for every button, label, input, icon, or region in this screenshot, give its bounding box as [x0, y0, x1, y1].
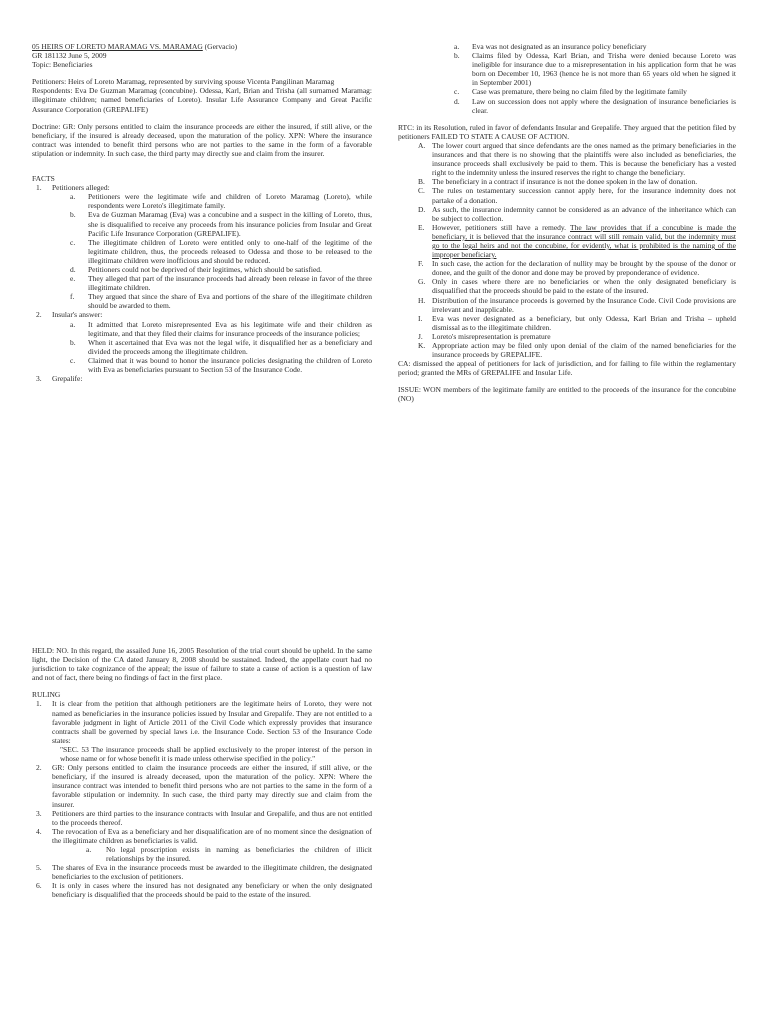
facts-subitem-marker: e. [70, 274, 76, 284]
topic: Topic: Beneficiaries [32, 60, 93, 70]
grepalife-point-text: Eva was not designated as an insurance policy beneficiary [472, 42, 647, 51]
facts-subitem [32, 320, 372, 338]
facts-item-number: 2. [36, 310, 42, 320]
rtc-list-continued [398, 259, 736, 359]
ruling-item-4: 4. The revocation of Eva as a beneficiary and her disqualification are of no moment since the designation of the illegitimate children as beneficiaries is valid. [36, 826, 372, 845]
rtc-item-marker: B. [418, 177, 425, 187]
facts-subitem-text: Petitioners could not be deprived of their legitimes, which should be satisfied. [88, 264, 322, 274]
facts-subitem [32, 292, 372, 310]
facts-subitem-text: Claimed that it was bound to honor the insurance policies designating the children of Loreto with Eva as beneficiaries pursuant to Section 53 of the Insurance Code. [88, 355, 372, 374]
facts-subitem-marker: c. [70, 237, 76, 247]
case-author: (Gervacio) [202, 42, 238, 51]
rtc-item [398, 186, 736, 204]
facts-item [32, 374, 372, 383]
facts-item [32, 183, 372, 192]
rtc-item [398, 177, 736, 186]
rtc-item-marker: J. [418, 331, 423, 341]
ca-ruling: CA: dismissed the appeal of petitioners for lack of jurisdiction, and for failing to file within the reglamentary period; granted the MRs of GREPALIFE and Insular Life. [398, 359, 736, 378]
grepalife-point-text: Case was premature, there being no claim filed by the legitimate family [472, 87, 687, 97]
facts-subitem-text: They argued that since the share of Eva and portions of the share of the illegitimate children should be awarded to them. [88, 292, 372, 311]
rtc-item-marker: D. [418, 204, 426, 214]
rtc-item [398, 341, 736, 359]
facts-subitem-text: Petitioners were the legitimate wife and children of Loreto Maramag (Loreto), while respondents were Loreto's illegitimate family. [88, 192, 372, 211]
rtc-item-marker: A. [418, 140, 426, 150]
ruling-item-5: 5. The shares of Eva in the insurance proceeds must be awarded to the illegitimate children, the designated beneficiaries to the exclusion of petitioners. [36, 863, 372, 882]
rtc-item [398, 277, 736, 295]
facts-item-label: Petitioners alleged: [52, 183, 110, 193]
facts-subitem-text: Eva de Guzman Maramag (Eva) was a concubine and a suspect in the killing of Loreto, thus, she is disqualified to receive any proceeds from his insurance policies from Insular and Great Pacific Life Insurance Corporation (GREPALIFE). [88, 210, 372, 238]
rtc-item-marker: I. [418, 313, 423, 323]
rtc-item-text: As such, the insurance indemnity cannot be considered as an advance of the inheritance which can be subject to collection. [432, 204, 736, 223]
facts-subitem-text: The illegitimate children of Loreto were entitled only to one-half of the legitime of the legitimate children, thus, the proceeds released to Odessa and those to be released to the illegitimate children were inofficious and should be reduced. [88, 237, 372, 265]
rtc-item-text: The rules on testamentary succession cannot apply here, for the insurance indemnity does not partake of a donation. [432, 186, 736, 205]
facts-subitem-text: It admitted that Loreto misrepresented Eva as his legitimate wife and their children as legitimate, and that they filed their claims for insurance proceeds of the insurance policies; [88, 319, 372, 338]
facts-subitem [32, 238, 372, 265]
facts-subitem-marker: b. [70, 210, 76, 220]
rtc-item [398, 141, 736, 177]
rtc-item [398, 259, 736, 277]
facts-list [32, 183, 372, 383]
facts-subitem-marker: f. [70, 292, 75, 302]
section-53-quote: "SEC. 53 The insurance proceeds shall be applied exclusively to the proper interest of the person in whose name or for whose benefit it is made unless otherwise specified in the policy." [60, 744, 372, 764]
held: HELD: NO. In this regard, the assailed June 16, 2005 Resolution of the trial court should be upheld. In the same light, the Decision of the CA dated January 8, 2008 should be sustained. Indeed, the appellate court had no jurisdiction to take cognizance of the appeal; the issue of failure to state a cause of action is a question of law and not of fact, there being no findings of fact in the first place. [32, 646, 372, 683]
facts-item-number: 1. [36, 183, 42, 193]
ruling-item-2: 2. GR: Only persons entitled to claim the insurance proceeds are either the insured, if still alive, or the beneficiary, if the insured is already deceased, upon the maturation of the policy. XPN: Where the insurance contract was intended to benefit third persons who are not parties to the same in the form of a favorable stipulation or indemnity. In such case, the third party may directly sue and claim from the insurer. [36, 763, 372, 809]
facts-subitem [32, 338, 372, 356]
grepalife-point-marker: c. [454, 87, 460, 97]
facts-subitem-marker: d. [70, 264, 76, 274]
facts-subitem-text: They alleged that part of the insurance proceeds had already been release in favor of the three illegitimate children. [88, 274, 372, 293]
rtc-item [398, 332, 736, 341]
grepalife-point-marker: d. [454, 96, 460, 106]
facts-subitem-marker: c. [70, 355, 76, 365]
rtc-item [398, 296, 736, 314]
facts-subitem [32, 265, 372, 274]
ruling-item-1: 1. It is clear from the petition that although petitioners are the legitimate heirs of Loreto, they were not named as beneficiaries in the insurance policies issued by Insular and Grepalife. They are not entitled to a favorable judgment in light of Article 2011 of the Civil Code which expressly provides that insurance contracts shall be governed by special laws i.e. the Insurance Code. Section 53 of the Insurance Code states: [36, 699, 372, 745]
facts-subitem-text: When it ascertained that Eva was not the legal wife, it disqualified her as a beneficiary and divided the proceeds among the illegitimate children. [88, 337, 372, 356]
rtc-item-marker: F. [418, 259, 424, 269]
rtc-list [398, 141, 736, 223]
facts-subitem [32, 274, 372, 292]
case-title: 05 HEIRS OF LORETO MARAMAG VS. MARAMAG [32, 42, 203, 51]
rtc-item [398, 314, 736, 332]
facts-subitem [32, 356, 372, 374]
issue: ISSUE: WON members of the legitimate family are entitled to the proceeds of the insurance for the concubine (NO) [398, 385, 736, 404]
rtc-item-text: In such case, the action for the declaration of nullity may be brought by the spouse of the donor or donee, and the guilt of the donor and done may be proved by preponderance of evidence. [432, 259, 736, 278]
rtc-item-marker: K. [418, 341, 426, 350]
ruling-item-3: 3. Petitioners are third parties to the insurance contracts with Insular and Grepalife, and thus are not entitled to the proceeds thereof. [36, 808, 372, 827]
rtc-item-e [398, 223, 736, 259]
facts-subitem-marker: a. [70, 192, 76, 202]
rtc-item-marker: C. [418, 186, 425, 196]
facts-subitem-marker: a. [70, 319, 76, 329]
ruling-item-6: 6. It is only in cases where the insured has not designated any beneficiary or when the only designated beneficiary is disqualified that the proceeds should be paid to the estate of the insured. [36, 881, 372, 900]
gr-number: GR 181132 June 5, 2009 [32, 51, 107, 61]
rtc-intro: RTC: in its Resolution, ruled in favor of defendants Insular and Grepalife. They argued that the petition filed by petitioners FAILED TO STATE A CAUSE OF ACTION. [398, 122, 736, 141]
facts-item [32, 310, 372, 319]
facts-subitem-marker: b. [70, 337, 76, 347]
ruling-item-4a: a. No legal proscription exists in naming as beneficiaries the children of illicit relationships by the insured. [86, 844, 372, 864]
grepalife-point-marker: b. [454, 51, 460, 61]
rtc-item-e-marker: E. [418, 222, 425, 232]
rtc-item-marker: H. [418, 295, 426, 305]
facts-heading: FACTS [32, 174, 55, 184]
petitioners: Petitioners: Heirs of Loreto Maramag, represented by surviving spouse Vicenta Pangilinan Maramag [32, 77, 335, 87]
facts-item-label: Grepalife: [52, 374, 83, 384]
right-column [398, 42, 736, 404]
rtc-item-text: The lower court argued that since defendants are the ones named as the primary beneficiaries in the insurances and that there is no showing that the plaintiffs were also included as beneficiaries, the insurance proceeds shall exclusively be paid to them. This is because the beneficiary has a vested right to the indemnity unless the insured reserves the right to change the beneficiary. [432, 140, 736, 178]
ruling-heading: RULING [32, 690, 61, 700]
respondents: Respondents: Eva De Guzman Maramag (concubine). Odessa, Karl, Brian and Trisha (all surnamed Maramag: illegitimate children; named beneficiaries of Loreto). Insular Life Assurance Company and Great Pacific Assurance Corporation (GREPALIFE) [32, 86, 372, 114]
doctrine: Doctrine: GR: Only persons entitled to claim the insurance proceeds are either the insured, if still alive, or the beneficiary, if the insured is already deceased, upon the maturation of the policy. XPN: Where the insurance contract was intended to benefit third persons who are not parties to the same in the form of a favorable stipulation or indemnity. In such case, the third party may directly sue and claim from the insurer. [32, 121, 372, 158]
rtc-item-text: Eva was never designated as a beneficiary, but only Odessa, Karl Brian and Trisha – upheld dismissal as to the illegitimate children. [432, 313, 736, 332]
grepalife-point-text: Claims filed by Odessa, Karl Brian, and Trisha were denied because Loreto was ineligible for insurance due to a misrepresentation in his application form that he was born on December 10, 1963 (hence he is not more than 65 years old when he signed it in September 2001) [472, 51, 736, 88]
rtc-item-text: Loreto's misrepresentation is premature [432, 331, 551, 341]
facts-subitem [32, 192, 372, 210]
grepalife-point [398, 97, 736, 115]
facts-item-number: 3. [36, 374, 42, 384]
rtc-item [398, 205, 736, 223]
grepalife-list [398, 42, 736, 115]
rtc-item-text: Only in cases where there are no beneficiaries or when the only designated beneficiary is disqualified that the proceeds should be paid to the estate of the insured. [432, 277, 736, 296]
grepalife-point [398, 87, 736, 96]
rtc-item-e-underlined: The law provides that if a concubine is made the beneficiary, it is believed that the insurance contract will still remain valid, but the indemnity must go to the legal heirs and not the concubine, for evidently, what is prohibited is the naming of the improper beneficiary. [432, 222, 737, 260]
left-column-bottom [32, 646, 372, 900]
facts-item-label: Insular's answer: [52, 310, 103, 320]
case-title-line [32, 42, 372, 51]
rtc-item-text: The beneficiary in a contract if insurance is not the donee spoken in the law of donation. [432, 177, 698, 187]
grepalife-point-text: Law on succession does not apply where the designation of insurance beneficiaries is clear. [472, 96, 736, 115]
grepalife-point-marker: a. [454, 42, 460, 51]
rtc-item-text: Distribution of the insurance proceeds is governed by the Insurance Code. Civil Code provisions are irrelevant and inapplicable. [432, 295, 736, 314]
rtc-item-e-lead: However, petitioners still have a remedy. [432, 222, 571, 232]
facts-subitem [32, 210, 372, 237]
grepalife-point [398, 42, 736, 51]
rtc-item-marker: G. [418, 277, 426, 287]
grepalife-point [398, 51, 736, 87]
rtc-item-text: Appropriate action may be filed only upon denial of the claim of the named beneficiaries for the insurance proceeds by GREPALIFE. [432, 341, 736, 360]
left-column-top [32, 42, 372, 383]
